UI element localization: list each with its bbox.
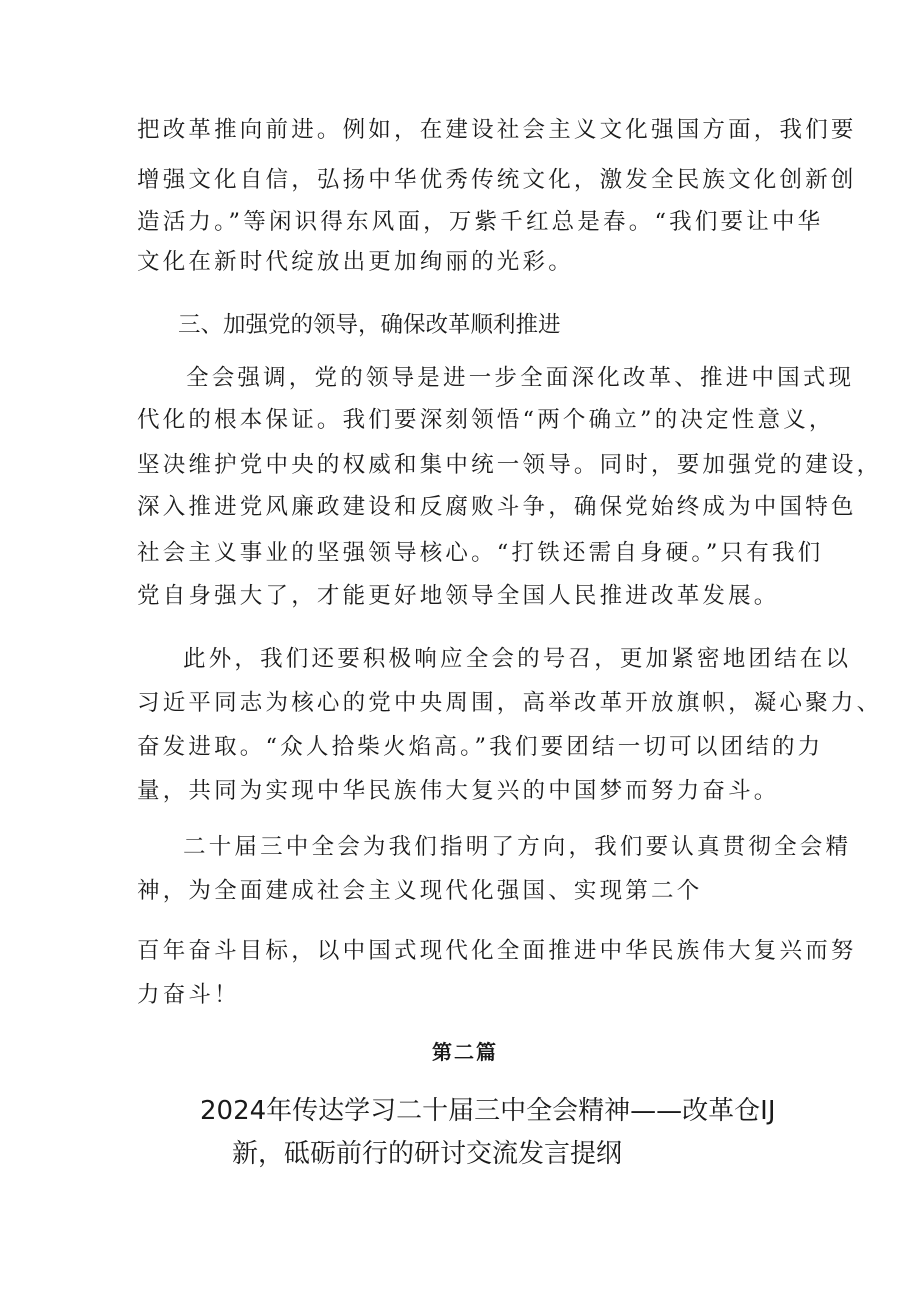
paragraph-line: 奋发进取。“众人拾柴火焰高。”我们要团结一切可以团结的力 bbox=[137, 734, 824, 760]
paragraph-line: 全会强调，党的领导是进一步全面深化改革、推进中国式现 bbox=[186, 365, 855, 391]
paragraph-line: 神，为全面建成社会主义现代化强国、实现第二个 bbox=[137, 878, 703, 904]
section-heading: 三、加强党的领导，确保改革顺利推进 bbox=[178, 312, 561, 338]
paragraph-line: 此外，我们还要积极响应全会的号召，更加紧密地团结在以 bbox=[183, 646, 852, 672]
paragraph-line: 党自身强大了，才能更好地领导全国人民推进改革发展。 bbox=[137, 583, 780, 609]
paragraph-line: 二十届三中全会为我们指明了方向，我们要认真贯彻全会精 bbox=[183, 834, 852, 860]
article-title-line2: 新，砥砺前行的研讨交流发言提纲 bbox=[232, 1139, 623, 1169]
paragraph-line: 代化的根本保证。我们要深刻领悟“两个确立”的决定性意义， bbox=[137, 407, 835, 433]
paragraph-line: 量，共同为实现中华民族伟大复兴的中国梦而努力奋斗。 bbox=[137, 778, 780, 804]
paragraph-line: 增强文化自信，弘扬中华优秀传统文化，激发全民族文化创新创 bbox=[137, 167, 857, 193]
paragraph-line: 百年奋斗目标，以中国式现代化全面推进中华民族伟大复兴而努 bbox=[137, 938, 857, 964]
section-label: 第二篇 bbox=[432, 1040, 498, 1064]
paragraph-line: 社会主义事业的坚强领导核心。“打铁还需自身硬。”只有我们 bbox=[137, 540, 824, 566]
paragraph-line: 把改革推向前进。例如，在建设社会主义文化强国方面，我们要 bbox=[137, 117, 857, 143]
paragraph-line: 深入推进党风廉政建设和反腐败斗争，确保党始终成为中国特色 bbox=[137, 494, 857, 520]
paragraph-line: 造活力。”等闲识得东风面，万紫千红总是春。“我们要让中华 bbox=[137, 209, 824, 235]
paragraph-line: 习近平同志为核心的党中央周围，高举改革开放旗帜，凝心聚力、 bbox=[137, 690, 883, 716]
article-title-line1: 2024年传达学习二十届三中全会精神——改革仓IJ bbox=[200, 1096, 776, 1126]
paragraph-line: 力奋斗！ bbox=[137, 982, 240, 1008]
paragraph-line: 文化在新时代绽放出更加绚丽的光彩。 bbox=[137, 249, 574, 275]
paragraph-line: 坚决维护党中央的权威和集中统一领导。同时，要加强党的建设， bbox=[137, 452, 883, 478]
